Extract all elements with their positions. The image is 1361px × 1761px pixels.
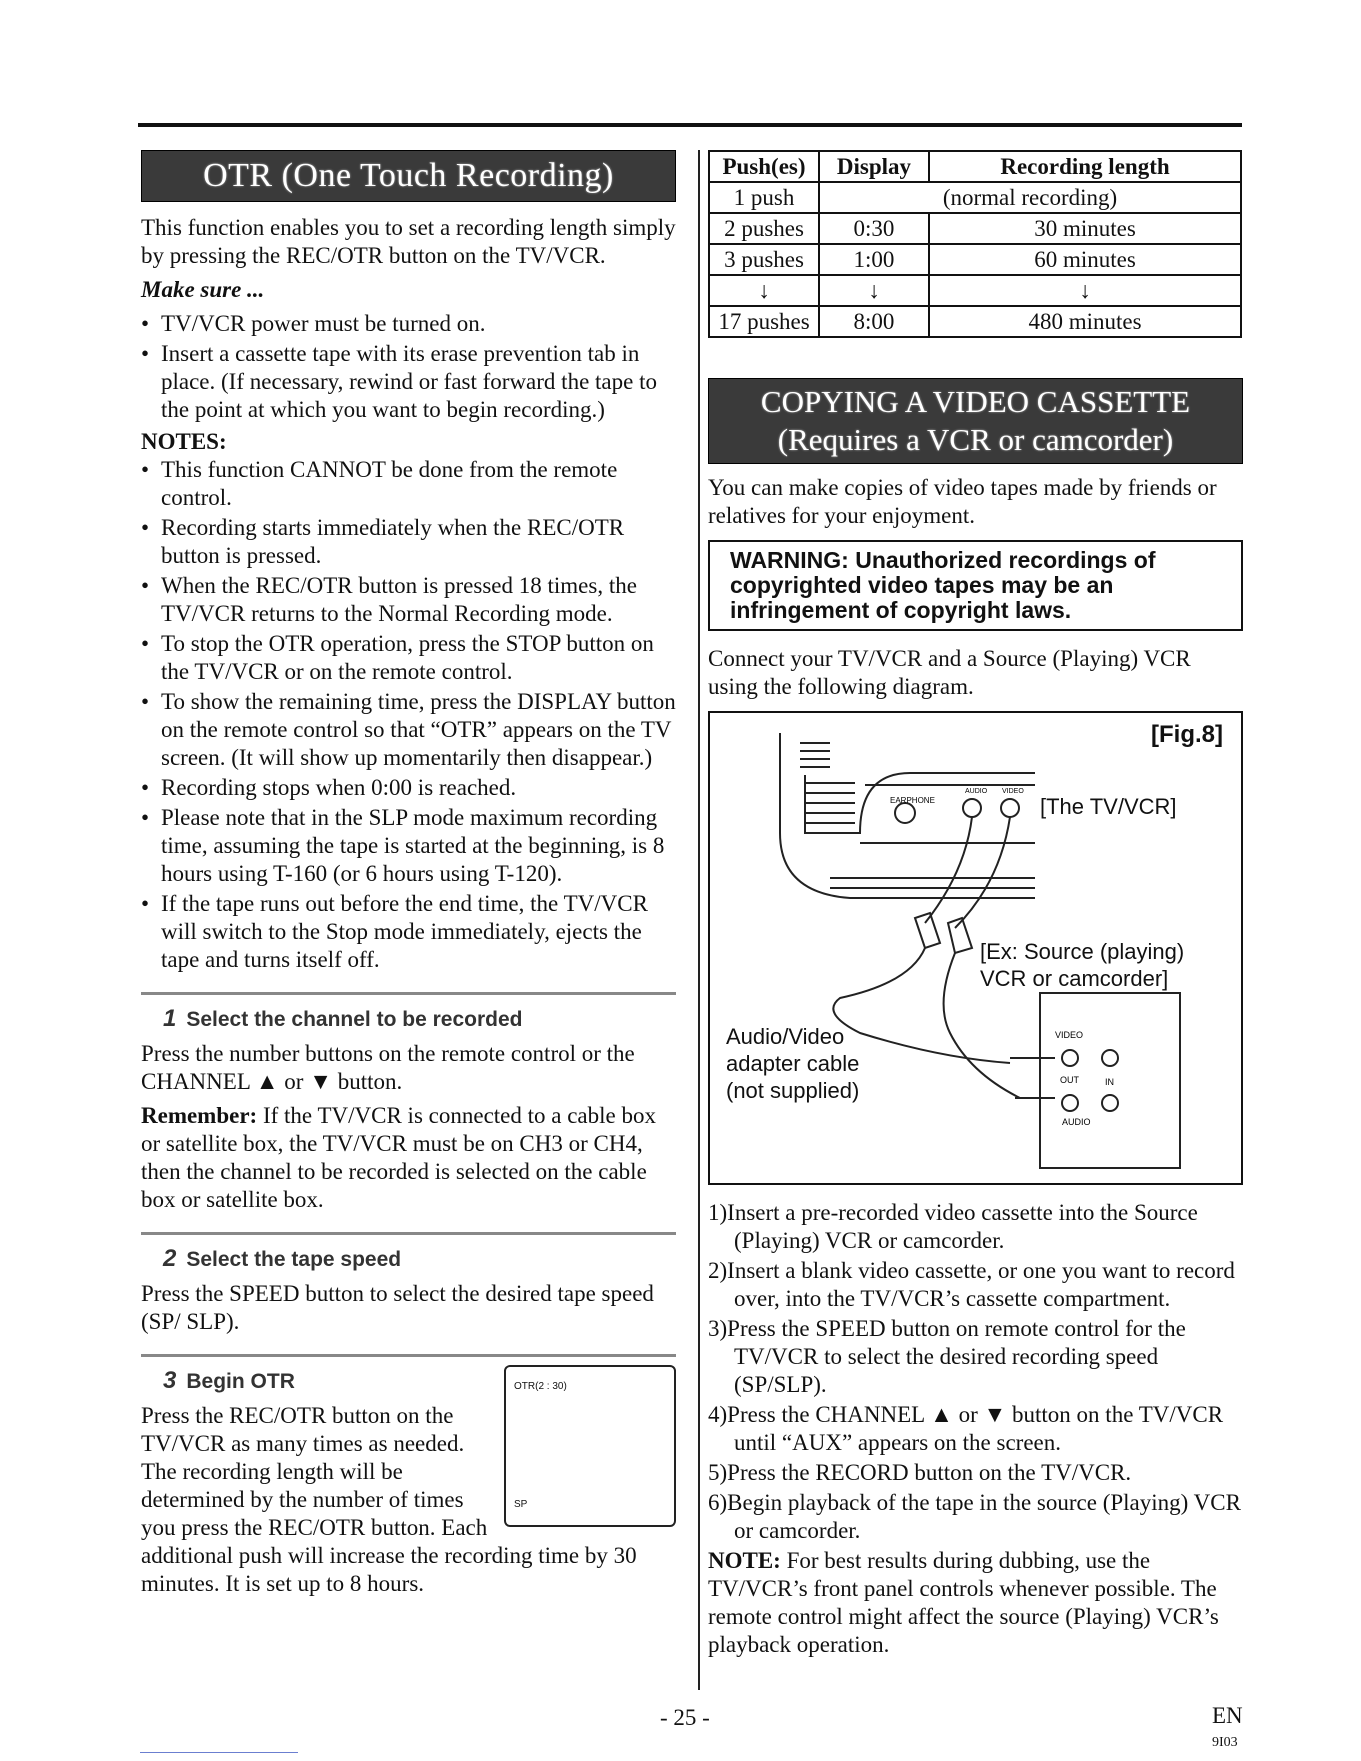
step-divider (141, 1354, 676, 1357)
table-row (709, 275, 1241, 306)
list-item: 1)Insert a pre-recorded video cassette into the Source (Playing) VCR or camcorder. (708, 1200, 1198, 1253)
table-cell: 30 minutes (929, 213, 1241, 244)
source-audio-out (1062, 1095, 1078, 1111)
down-arrow-icon: ↓ (819, 275, 929, 306)
right-column (708, 150, 1243, 1665)
down-arrow-icon: ↓ (709, 275, 819, 306)
language-code: EN (1212, 1703, 1243, 1728)
table-row (709, 213, 1241, 244)
table-row (709, 182, 1241, 213)
table-cell: 0:30 (819, 213, 929, 244)
note-text: For best results during dubbing, use the TV/VCR’s front panel controls whenever possible. The remote control might affect the source (Playing) VCR’s playback operation. (708, 1548, 1219, 1657)
step1-heading (163, 1005, 676, 1034)
copy-title-line2: (Requires a VCR or camcorder) (777, 422, 1174, 457)
make-sure-list (141, 310, 676, 424)
video-jack (1001, 799, 1019, 817)
step-number: 2 (163, 1245, 177, 1272)
source-label-line2: VCR or camcorder] (980, 966, 1169, 991)
table-cell: 3 pushes (709, 244, 819, 275)
list-item: 2)Insert a blank video cassette, or one you want to record over, into the TV/VCR’s cassette compartment. (708, 1258, 1235, 1311)
table-cell: (normal recording) (819, 182, 1241, 213)
list-item: 3)Press the SPEED button on remote control for the TV/VCR to select the desired recording speed (SP/SLP). (708, 1316, 1186, 1397)
list-item: • Please note that in the SLP mode maximum recording time, assuming the tape is started at the beginning, is 8 hours using T-160 (or 6 hours using T-120). (141, 804, 676, 888)
list-item: • Insert a cassette tape with its erase prevention tab in place. (If necessary, rewind or fast forward the tape to the point at which you want to begin recording.) (141, 340, 676, 424)
list-item: • Recording starts immediately when the REC/OTR button is pressed. (141, 514, 676, 570)
step1-text: Press the number buttons on the remote control or the CHANNEL ▲ or ▼ button. (141, 1041, 635, 1094)
copy-steps (708, 1199, 1243, 1545)
list-item: • To stop the OTR operation, press the STOP button on the TV/VCR or on the remote control. (141, 630, 676, 686)
video-small-label: VIDEO (1002, 788, 1024, 795)
column-divider (698, 150, 700, 1690)
audio-jack-label: AUDIO (1062, 1117, 1091, 1127)
source-video-in (1102, 1050, 1118, 1066)
list-item: • If the tape runs out before the end time, the TV/VCR will switch to the Stop mode immediately, ejects the tape and turns itself off. (141, 890, 676, 974)
osd-screen-illustration (504, 1365, 676, 1527)
video-cable (955, 817, 1010, 928)
footer-rule (140, 1752, 298, 1753)
video-jack-label: VIDEO (1055, 1030, 1084, 1040)
list-item: 4)Press the CHANNEL ▲ or ▼ button on the TV/VCR until “AUX” appears on the screen. (708, 1402, 1224, 1455)
audio-jack (963, 799, 981, 817)
tvvcr-outline (780, 733, 1035, 898)
copy-intro: You can make copies of video tapes made by friends or relatives for your enjoyment. (708, 475, 1217, 528)
in-label: IN (1105, 1077, 1114, 1087)
top-rule (138, 123, 1242, 127)
step-number: 3 (163, 1367, 177, 1394)
earphone-label: EARPHONE (890, 796, 935, 805)
notes-list (141, 456, 676, 974)
step-title: Select the tape speed (186, 1248, 402, 1271)
source-video-out (1062, 1050, 1078, 1066)
copy-title-line1: COPYING A VIDEO CASSETTE (760, 384, 1191, 419)
step-divider (141, 992, 676, 995)
table-header: Push(es) (709, 151, 819, 182)
list-item: • To show the remaining time, press the DISPLAY button on the remote control so that “OTR” appears on the TV screen. (It will show up momentarily then disappear.) (141, 688, 676, 772)
note-label: NOTE: (708, 1548, 781, 1573)
audio-cable (925, 817, 972, 923)
list-item: 6)Begin playback of the tape in the source (Playing) VCR or camcorder. (708, 1490, 1241, 1543)
cable-label-line1: Audio/Video (726, 1024, 845, 1049)
list-item: • When the REC/OTR button is pressed 18 times, the TV/VCR returns to the Normal Recording mode. (141, 572, 676, 628)
copy-note (708, 1547, 1243, 1659)
list-item: • This function CANNOT be done from the remote control. (141, 456, 676, 512)
tvvcr-grille (805, 783, 855, 823)
list-item: 5)Press the RECORD button on the TV/VCR. (708, 1460, 1132, 1485)
cable-label-line3: (not supplied) (726, 1078, 860, 1103)
remember-text: If the TV/VCR is connected to a cable box or satellite box, the TV/VCR must be on CH3 or CH4, then the channel to be recorded is selected on the cable box or satellite box. (141, 1103, 656, 1212)
table-cell: 60 minutes (929, 244, 1241, 275)
step-number: 1 (163, 1005, 177, 1032)
down-arrow-icon: ↓ (929, 275, 1241, 306)
tvvcr-label: [The TV/VCR] (1040, 794, 1177, 819)
connection-diagram (708, 711, 1243, 1185)
cable-label-line2: adapter cable (726, 1051, 860, 1076)
connect-text: Connect your TV/VCR and a Source (Playing) VCR using the following diagram. (708, 646, 1191, 699)
remember-label: Remember: (141, 1103, 258, 1128)
step2-text: Press the SPEED button to select the desired tape speed (SP/ SLP). (141, 1281, 654, 1334)
make-sure-label: Make sure ... (141, 277, 265, 302)
table-header-row (709, 151, 1241, 182)
otr-intro: This function enables you to set a recording length simply by pressing the REC/OTR button on the TV/VCR. (141, 215, 676, 268)
table-row (709, 306, 1241, 337)
list-item: • Recording stops when 0:00 is reached. (141, 774, 676, 802)
audio-small-label: AUDIO (965, 788, 988, 795)
table-cell: 2 pushes (709, 213, 819, 244)
table-cell: 1:00 (819, 244, 929, 275)
notes-label: NOTES: (141, 429, 227, 454)
cable-label (726, 1023, 859, 1104)
source-label-line1: [Ex: Source (playing) (980, 939, 1185, 964)
table-header: Display (819, 151, 929, 182)
out-label: OUT (1060, 1075, 1079, 1085)
list-item: • TV/VCR power must be turned on. (141, 310, 676, 338)
recording-length-table (708, 150, 1242, 338)
source-plugs (1010, 1058, 1055, 1098)
step-title: Select the channel to be recorded (186, 1008, 523, 1031)
step-divider (141, 1232, 676, 1235)
step3-text: Press the REC/OTR button on the TV/VCR as many times as needed. The recording length will be determined by the number of times you press the REC/OTR button. Each additional push will increase the recording time by 30 minutes. It is set up to 8 hours. (141, 1403, 637, 1596)
otr-title: OTR (One Touch Recording) (141, 150, 676, 202)
step1-remember (141, 1102, 676, 1214)
table-cell: 1 push (709, 182, 819, 213)
table-row (709, 244, 1241, 275)
step2-heading (163, 1245, 676, 1274)
source-audio-in (1102, 1095, 1118, 1111)
source-label (980, 938, 1184, 992)
page-number: - 25 - (660, 1705, 710, 1730)
table-cell: 17 pushes (709, 306, 819, 337)
table-cell: 480 minutes (929, 306, 1241, 337)
otr-section (141, 150, 676, 1604)
step-title: Begin OTR (186, 1370, 295, 1393)
osd-speed-readout: SP (514, 1499, 528, 1510)
copy-title (708, 378, 1243, 464)
earphone-jack (895, 803, 915, 823)
table-cell: 8:00 (819, 306, 929, 337)
copyright-warning: WARNING: Unauthorized recordings of copyrighted video tapes may be an infringement of copyright laws. (708, 540, 1243, 631)
table-header: Recording length (929, 151, 1241, 182)
document-code: 9I03 (1212, 1735, 1238, 1750)
tvvcr-vents (800, 743, 830, 767)
fig-label: [Fig.8] (1151, 721, 1223, 748)
osd-otr-readout: OTR(2 : 30) (514, 1381, 567, 1392)
